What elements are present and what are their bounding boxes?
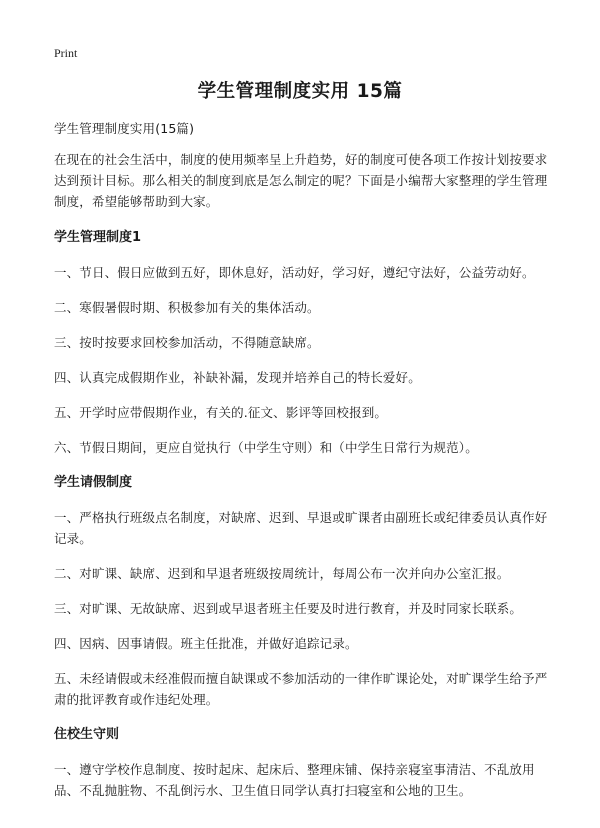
- list-item: 四、因病、因事请假。班主任批准，并做好追踪记录。: [54, 636, 358, 651]
- document-body: [54, 118, 552, 815]
- list-item: 二、对旷课、缺席、迟到和早退者班级按周统计，每周公布一次并向办公室汇报。: [54, 566, 510, 581]
- list-item: 一、节日、假日应做到五好，即休息好，活动好，学习好，遵纪守法好，公益劳动好。: [54, 265, 535, 280]
- document-subtitle: 学生管理制度实用(15篇): [54, 121, 195, 136]
- list-item: 五、未经请假或未经准假而擅自缺课或不参加活动的一律作旷课论处，对旷课学生给予严肃的批评教育或作违纪处理。: [54, 671, 548, 707]
- section-heading: 住校生守则: [54, 727, 120, 742]
- list-item: 二、寒假暑假时期、积极参加有关的集体活动。: [54, 300, 320, 315]
- section-heading: 学生管理制度1: [54, 230, 142, 245]
- section-heading: 学生请假制度: [54, 475, 133, 490]
- list-item: 四、认真完成假期作业，补缺补漏，发现并培养自己的特长爱好。: [54, 370, 421, 385]
- section-boarding-rules: [54, 724, 552, 801]
- list-item: 六、节假日期间，更应自觉执行（中学生守则）和（中学生日常行为规范）。: [54, 440, 478, 455]
- section-leave-policy: [54, 472, 552, 710]
- list-item: 一、严格执行班级点名制度，对缺席、迟到、早退或旷课者由副班长或纪律委员认真作好记录。: [54, 510, 548, 546]
- print-link[interactable]: Print: [54, 46, 78, 60]
- list-item: 三、对旷课、无故缺席、迟到或早退者班主任要及时进行教育，并及时同家长联系。: [54, 601, 523, 616]
- list-item: 一、遵守学校作息制度、按时起床、起床后、整理床铺、保持亲寝室事清洁、不乱放用品、不乱抛脏物、不乱倒污水、卫生值日同学认真打扫寝室和公地的卫生。: [54, 762, 535, 798]
- section-student-management: [54, 227, 552, 458]
- intro-paragraph: 在现在的社会生活中，制度的使用频率呈上升趋势，好的制度可使各项工作按计划按要求达到预计目标。那么相关的制度到底是怎么制定的呢？下面是小编帮大家整理的学生管理制度，希望能够帮助到大家。: [54, 152, 548, 209]
- document-title: 学生管理制度实用 15篇: [197, 81, 403, 102]
- list-item: 五、开学时应带假期作业，有关的.征文、影评等回校报到。: [54, 405, 388, 420]
- list-item: 三、按时按要求回校参加活动，不得随意缺席。: [54, 335, 320, 350]
